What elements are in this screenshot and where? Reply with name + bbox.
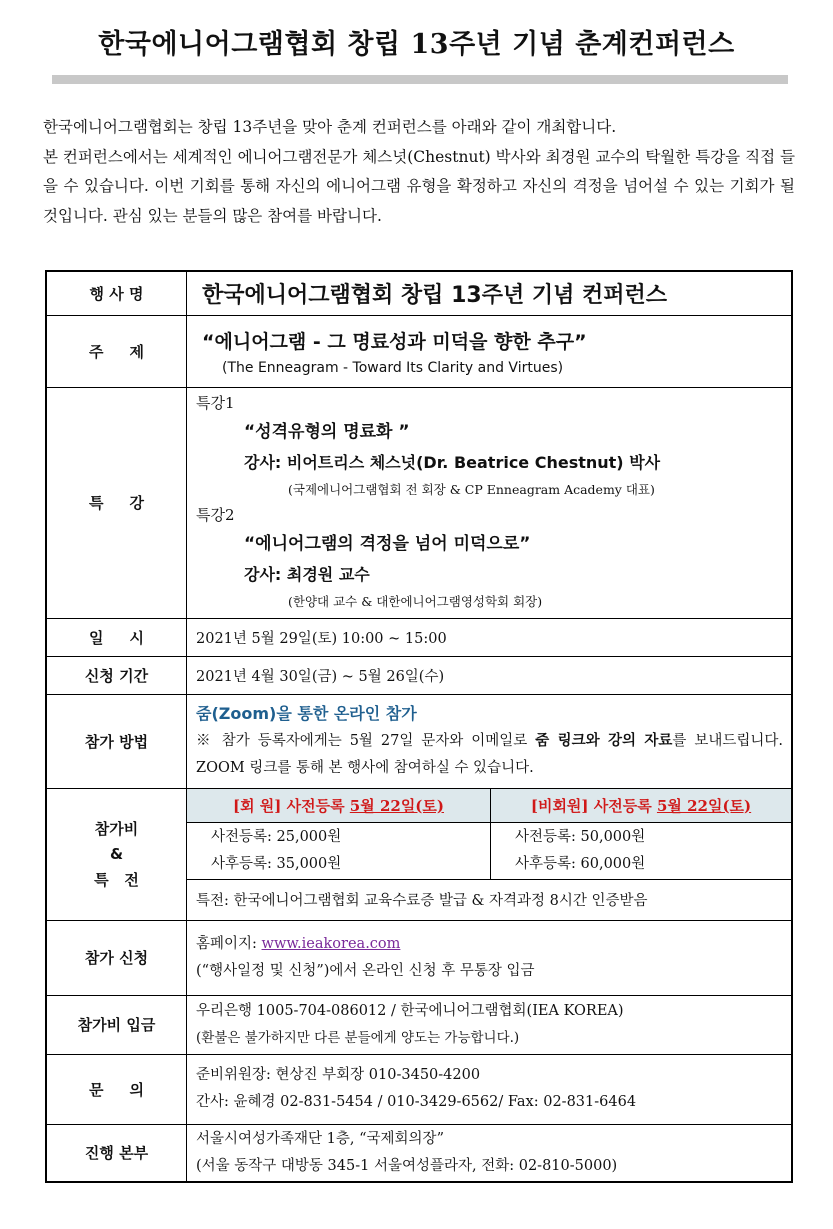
apply-line-1 [196, 931, 791, 958]
fee-row [46, 788, 792, 920]
fee-label-line-2: & [109, 845, 124, 863]
fee-benefit: 특전: 한국에니어그램협회 교육수료증 발급 & 자격과정 8시간 인증받음 [187, 879, 791, 920]
nonmember-pre-fee: 사전등록: 50,000원 [515, 828, 646, 845]
fee-label-line-3: 특 전 [94, 871, 139, 889]
member-post-fee: 사후등록: 35,000원 [211, 855, 342, 872]
nonmember-fee-header [491, 789, 792, 823]
member-fee-header [187, 789, 491, 823]
lectures-cell [187, 387, 793, 618]
nonmember-header-text: [비회원] 사전등록 [530, 796, 657, 815]
lecture-1-title: “성격유형의 명료화 ” [244, 421, 410, 442]
theme-label: 주 제 [46, 315, 187, 387]
nonmember-post-fee: 사후등록: 60,000원 [515, 855, 646, 872]
contact-line-1: 준비위원장: 현상진 부회장 010-3450-4200 [196, 1067, 481, 1083]
apply-cell [187, 920, 793, 995]
fee-label [46, 788, 187, 920]
theme-cell [187, 315, 793, 387]
hq-row [46, 1124, 792, 1182]
intro-text [43, 113, 795, 231]
datetime-row [46, 618, 792, 656]
online-method-note [196, 728, 791, 782]
hq-line-2: (서울 동작구 대방동 345-1 서울여성플라자, 전화: 02-810-5000) [196, 1157, 618, 1174]
method-cell [187, 694, 793, 788]
nonmember-header-date: 5월 22일(토) [656, 796, 752, 815]
online-note-text-a: ※ 참가 등록자에게는 5월 27일 문자와 이메일로 [196, 733, 536, 749]
period-value: 2021년 4월 30일(금) ~ 5월 26일(수) [187, 656, 793, 694]
nonmember-fee-values [491, 822, 792, 879]
apply-line-2: (“행사일정 및 신청”)에서 온라인 신청 후 무통장 입금 [196, 962, 535, 979]
event-row [46, 271, 792, 315]
deposit-cell [187, 995, 793, 1054]
title-underline-bar [52, 75, 788, 84]
deposit-label: 참가비 입금 [46, 995, 187, 1054]
online-note-bold: 줌 링크와 강의 자료 [535, 733, 673, 749]
page-title: 한국에니어그램협회 창립 13주년 기념 춘계컨퍼런스 [98, 29, 735, 60]
period-label: 신청 기간 [46, 656, 187, 694]
method-row [46, 694, 792, 788]
event-label: 행 사 명 [46, 271, 187, 315]
contact-label: 문 의 [46, 1054, 187, 1124]
member-pre-fee: 사전등록: 25,000원 [211, 828, 342, 845]
fee-values-row [187, 822, 791, 879]
lecture-2-note: (한양대 교수 & 대한에니어그램영성학회 회장) [288, 593, 543, 609]
info-table [45, 270, 793, 1183]
event-name: 한국에니어그램협회 창립 13주년 기념 컨퍼런스 [202, 282, 668, 308]
deposit-account: 우리은행 1005-704-086012 / 한국에니어그램협회(IEA KOREA) [196, 1002, 624, 1019]
lecture-1-speaker: 강사: 비어트리스 체스넛(Dr. Beatrice Chestnut) 박사 [244, 452, 661, 472]
lecture-2-title: “에니어그램의 격정을 넘어 미덕으로” [244, 533, 531, 554]
fee-benefit-row [187, 879, 791, 920]
member-header-date: 5월 22일(토) [349, 796, 444, 815]
intro-paragraph-2: 본 컨퍼런스에서는 세계적인 에니어그램전문가 체스넛(Chestnut) 박사와 최경원 교수의 탁월한 특강을 직접 들을 수 있습니다. 이번 기회를 통해 자신의 에니어그램 유형을 확정하고 자신의 격정을 넘어설 수 있는 기회가 될 것입니다. 관심 있는 분들의 많은 참여를 바랍니다. [43, 147, 795, 225]
lecture-1-note: (국제에니어그램협회 전 회장 & CP Enneagram Academy 대표) [288, 481, 655, 497]
theme-korean: “에니어그램 - 그 명료성과 미덕을 향한 추구” [202, 330, 587, 353]
deposit-row [46, 995, 792, 1054]
period-row [46, 656, 792, 694]
contact-cell [187, 1054, 793, 1124]
homepage-link[interactable]: www.ieakorea.com [261, 935, 401, 952]
fee-label-line-1: 참가비 [94, 820, 139, 838]
hq-cell [187, 1124, 793, 1182]
contact-line-2: 간사: 윤혜경 02-831-5454 / 010-3429-6562/ Fax: 02-831-6464 [196, 1094, 637, 1110]
intro-paragraph-1: 한국에니어그램협회는 창립 13주년을 맞아 춘계 컨퍼런스를 아래와 같이 개최합니다. [43, 118, 617, 136]
deposit-refund-note: (환불은 불가하지만 다른 분들에게 양도는 가능합니다.) [196, 1029, 520, 1046]
theme-english: (The Enneagram - Toward Its Clarity and Virtues) [222, 359, 564, 376]
contact-row [46, 1054, 792, 1124]
hq-line-1: 서울시여성가족재단 1층, “국제회의장” [196, 1130, 444, 1147]
lectures-label: 특 강 [46, 387, 187, 618]
member-header-text: [회 원] 사전등록 [232, 796, 350, 815]
lecture-2-heading: 특강2 [196, 505, 235, 524]
method-label: 참가 방법 [46, 694, 187, 788]
theme-row [46, 315, 792, 387]
hq-label: 진행 본부 [46, 1124, 187, 1182]
member-fee-values [187, 822, 491, 879]
fee-header-row [187, 789, 791, 823]
fee-cell [187, 788, 793, 920]
apply-homepage-label: 홈페이지: [196, 935, 262, 952]
online-method-title: 줌(Zoom)을 통한 온라인 참가 [196, 704, 417, 723]
event-name-cell [187, 271, 793, 315]
apply-label: 참가 신청 [46, 920, 187, 995]
lecture-2-speaker: 강사: 최경원 교수 [244, 564, 370, 584]
apply-row [46, 920, 792, 995]
lecture-1-heading: 특강1 [196, 393, 235, 412]
fee-table [187, 789, 791, 920]
lectures-row [46, 387, 792, 618]
datetime-label: 일 시 [46, 618, 187, 656]
datetime-value: 2021년 5월 29일(토) 10:00 ~ 15:00 [187, 618, 793, 656]
online-note-text-b: 를 보내드립니다. ZOOM 링크를 통해 본 행사에 참여하실 수 있습니다. [196, 733, 784, 776]
